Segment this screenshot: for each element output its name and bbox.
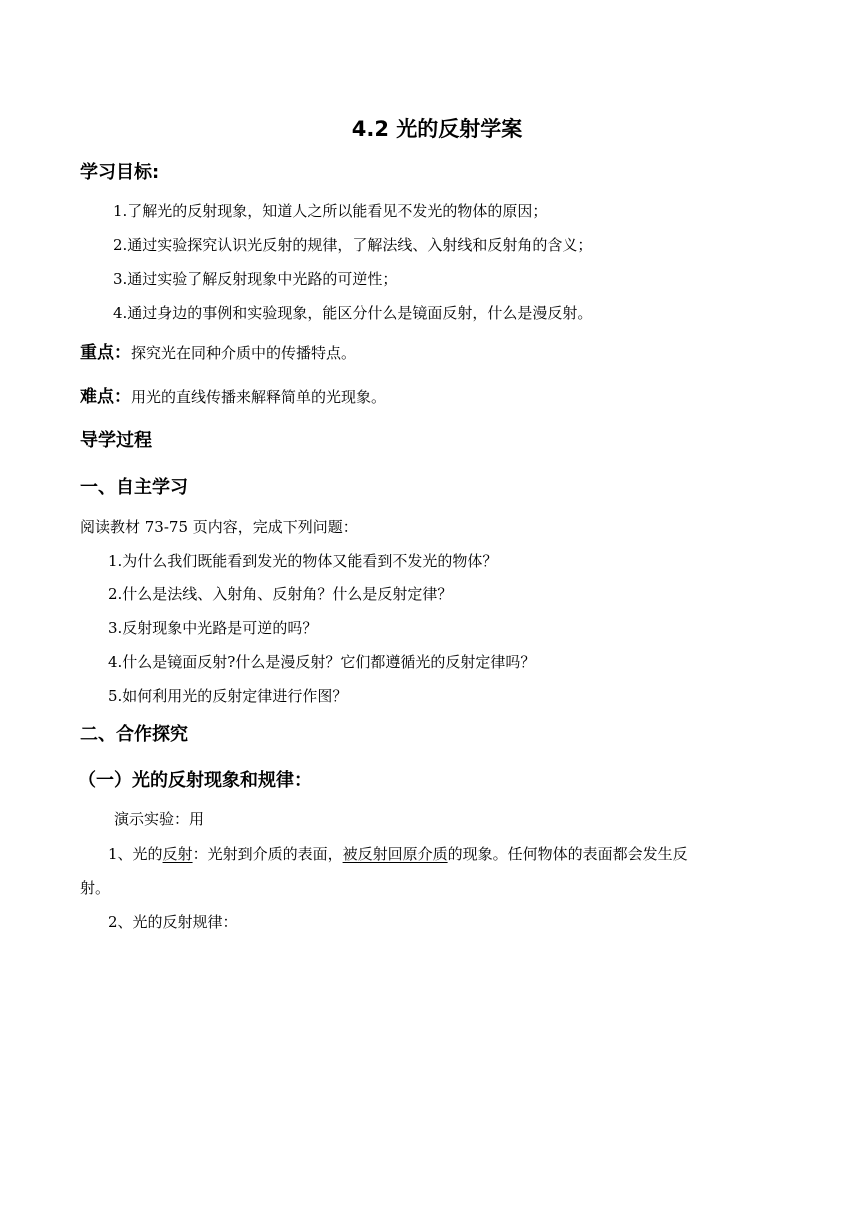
- demo-experiment-line: 演示实验：用: [114, 810, 205, 828]
- question-item-3: 3.反射现象中光路是可逆的吗？: [108, 619, 318, 637]
- question-item-4: 4.什么是镜面反射?什么是漫反射？它们都遵循光的反射定律吗？: [108, 653, 536, 671]
- key-point-label: 重点：: [80, 343, 131, 363]
- reflection-law-line: 2、光的反射规律：: [108, 913, 238, 931]
- document-title: 4.2 光的反射学案: [351, 117, 523, 141]
- definition-term-back-to-medium: 被反射回原介质: [342, 845, 448, 863]
- objective-item-3: 3.通过实验了解反射现象中光路的可逆性；: [113, 270, 398, 288]
- section1-heading: 一、自主学习: [80, 477, 188, 498]
- reflection-definition-continuation: 射。: [80, 879, 111, 897]
- question-item-2: 2.什么是法线、入射角、反射角？什么是反射定律？: [108, 585, 453, 603]
- difficulty-label: 难点：: [80, 387, 131, 407]
- section2-heading: 二、合作探究: [80, 724, 188, 745]
- definition-text-3: 的现象。任何物体的表面都会发生反: [447, 845, 688, 863]
- question-item-1: 1.为什么我们既能看到发光的物体又能看到不发光的物体？: [108, 552, 498, 570]
- key-point: [80, 341, 356, 365]
- objective-item-1: 1.了解光的反射现象，知道人之所以能看见不发光的物体的原因；: [113, 202, 548, 220]
- definition-text-1: 1、光的: [108, 845, 163, 863]
- key-point-text: 探究光在同种介质中的传播特点。: [131, 344, 357, 362]
- section1-intro: 阅读教材 73-75 页内容，完成下列问题：: [80, 518, 358, 536]
- difficulty-point: [80, 385, 386, 409]
- section2-subheading: （一）光的反射现象和规律：: [78, 770, 312, 791]
- reflection-definition-line: [108, 842, 688, 866]
- process-heading: 导学过程: [80, 430, 152, 451]
- definition-term-reflection: 反射: [162, 845, 193, 863]
- definition-text-2: ：光射到介质的表面，: [192, 845, 343, 863]
- difficulty-text: 用光的直线传播来解释简单的光现象。: [131, 388, 387, 406]
- question-item-5: 5.如何利用光的反射定律进行作图？: [108, 687, 348, 705]
- objective-item-4: 4.通过身边的事例和实验现象，能区分什么是镜面反射，什么是漫反射。: [113, 304, 593, 322]
- objective-item-2: 2.通过实验探究认识光反射的规律，了解法线、入射线和反射角的含义；: [113, 236, 593, 254]
- objectives-heading: 学习目标:: [80, 162, 160, 183]
